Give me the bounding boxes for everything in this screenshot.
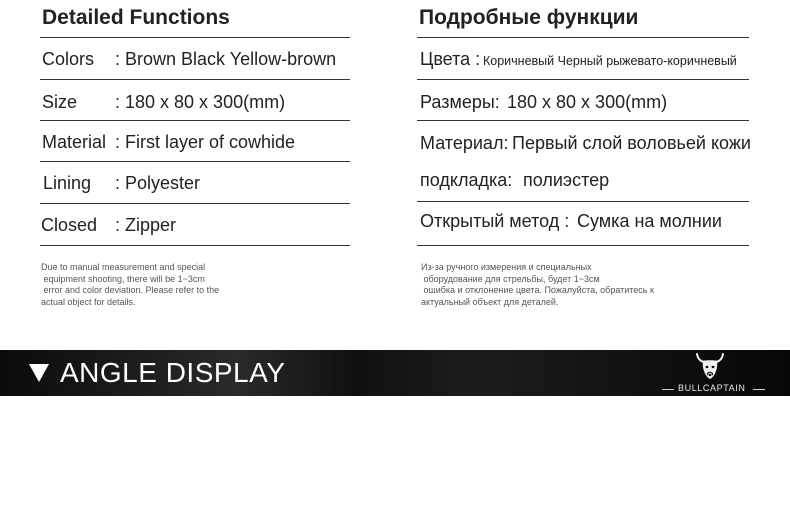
banner-title: ANGLE DISPLAY bbox=[60, 357, 286, 388]
details-ru-heading: Подробные функции bbox=[419, 6, 639, 29]
spec-row-size-ru bbox=[417, 92, 749, 116]
spec-label: Материал: bbox=[420, 133, 509, 153]
logo-dash-left bbox=[662, 389, 674, 390]
spec-value: : First layer of cowhide bbox=[115, 132, 296, 152]
spec-row-material-ru bbox=[417, 133, 749, 157]
spec-label: Размеры: bbox=[420, 92, 500, 112]
spec-label: Material bbox=[42, 132, 107, 152]
spec-value: : Zipper bbox=[115, 215, 177, 235]
spec-value: 180 x 80 x 300(mm) bbox=[507, 92, 668, 112]
spec-row-lining bbox=[40, 173, 350, 197]
spec-value: : Brown Black Yellow-brown bbox=[115, 49, 337, 69]
spec-label: подкладка: bbox=[420, 170, 513, 190]
spec-label: Closed bbox=[41, 215, 98, 235]
details-ru-section bbox=[417, 0, 749, 320]
spec-row-lining-ru bbox=[417, 170, 749, 194]
divider bbox=[40, 79, 350, 80]
spec-label: Colors bbox=[42, 49, 95, 69]
spec-value: Сумка на молнии bbox=[577, 211, 722, 231]
divider bbox=[417, 79, 749, 80]
bull-head-icon bbox=[694, 350, 726, 382]
divider bbox=[40, 120, 350, 121]
spec-row-material bbox=[40, 132, 350, 156]
measurement-note-ru: Из-за ручного измерения и специальных оборудование для стрельбы, будет 1~3см ошибка и отклонение цвета. Пожалуйста, обратитесь к актуальный объект для деталей. bbox=[421, 262, 654, 307]
spec-label: Открытый метод : bbox=[420, 211, 570, 231]
divider bbox=[40, 161, 350, 162]
spec-row-size bbox=[40, 92, 350, 116]
measurement-note: Due to manual measurement and special equipment shooting, there will be 1~3cm error and color deviation. Please refer to the actual object for details. bbox=[41, 262, 220, 307]
spec-value: полиэстер bbox=[523, 170, 610, 190]
spec-label: Lining bbox=[43, 173, 92, 193]
divider bbox=[417, 120, 749, 121]
divider bbox=[417, 201, 749, 202]
details-en-heading: Detailed Functions bbox=[42, 6, 230, 29]
divider bbox=[40, 203, 350, 204]
triangle-down-icon bbox=[29, 364, 49, 382]
angle-display-banner bbox=[0, 350, 790, 396]
divider bbox=[417, 37, 749, 38]
brand-logo-text: BULLCAPTAIN bbox=[678, 383, 746, 393]
spec-value: : 180 x 80 x 300(mm) bbox=[115, 92, 286, 112]
spec-value: Первый слой воловьей кожи bbox=[512, 133, 751, 153]
spec-row-closed-ru bbox=[417, 211, 749, 235]
spec-row-colors bbox=[40, 49, 350, 73]
divider bbox=[417, 245, 749, 246]
spec-label: Size bbox=[42, 92, 78, 112]
divider bbox=[40, 245, 350, 246]
spec-row-closed bbox=[40, 215, 350, 239]
spec-row-colors-ru bbox=[417, 49, 749, 73]
logo-dash-right bbox=[753, 389, 765, 390]
details-en-section bbox=[40, 0, 350, 320]
spec-value: : Polyester bbox=[115, 173, 201, 193]
spec-label: Цвета : bbox=[420, 49, 481, 69]
divider bbox=[40, 37, 350, 38]
spec-value: Коричневый Черный рыжевато-коричневый bbox=[483, 54, 737, 68]
